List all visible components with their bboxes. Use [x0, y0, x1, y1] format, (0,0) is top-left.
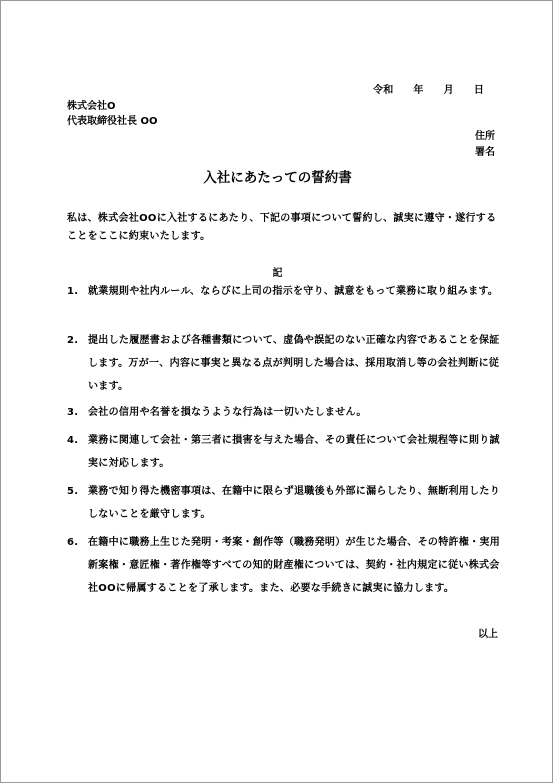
clause-text: 会社の信用や名誉を損なうような行為は一切いたしません。: [88, 407, 367, 418]
document-title: 入社にあたっての誓約書: [203, 170, 352, 186]
date-line: [373, 81, 484, 96]
address-label: 住所: [475, 131, 495, 142]
clause-1: [67, 280, 503, 303]
clause-number: 4.: [67, 435, 79, 446]
clause-4: [67, 429, 503, 475]
clause-text: 業務に関連して会社・第三者に損害を与えた場合、その責任について会社規程等に則り誠実に対応します。: [88, 435, 500, 469]
recipient-ceo: 代表取締役社長 OO: [67, 116, 158, 127]
ki-heading: 記: [272, 268, 283, 279]
clause-2: [67, 329, 503, 398]
clause-number: 1.: [67, 286, 79, 297]
clause-text: 業務で知り得た機密事項は、在籍中に限らず退職後も外部に漏らしたり、無断利用したりしないことを厳守します。: [88, 486, 500, 520]
clause-text: 在籍中に職務上生じた発明・考案・創作等（職務発明）が生じた場合、その特許権・実用新案権・意匠権・著作権等すべての知的財産権については、契約・社内規定に従い株式会社OOに帰属することを了承します。また、必要な手続きに誠実に協力します。: [88, 537, 500, 594]
clause-number: 3.: [67, 407, 79, 418]
clause-6: [67, 531, 503, 600]
date-day: 日: [473, 85, 485, 96]
date-era: 令和: [373, 85, 394, 96]
clause-number: 6.: [67, 537, 79, 548]
clause-text: 提出した履歴書および各種書類について、虚偽や誤記のない正確な内容であることを保証します。万が一、内容に事実と異なる点が判明した場合は、採用取消し等の会社判断に従います。: [88, 335, 500, 392]
intro-paragraph: 私は、株式会社OOに入社するにあたり、下記の事項について誓約し、誠実に遵守・遂行することをここに約束いたします。: [67, 213, 497, 242]
closing-mark: 以上: [478, 629, 498, 640]
date-year: 年: [413, 85, 424, 96]
date-month: 月: [443, 85, 454, 96]
recipient-company: 株式会社O: [67, 101, 116, 112]
signature-label: 署名: [475, 147, 495, 158]
clause-5: [67, 480, 503, 526]
clause-number: 5.: [67, 486, 79, 497]
clause-text: 就業規則や社内ルール、ならびに上司の指示を守り、誠意をもって業務に取り組みます。: [88, 286, 499, 297]
clause-3: [67, 401, 503, 424]
clause-number: 2.: [67, 335, 79, 346]
